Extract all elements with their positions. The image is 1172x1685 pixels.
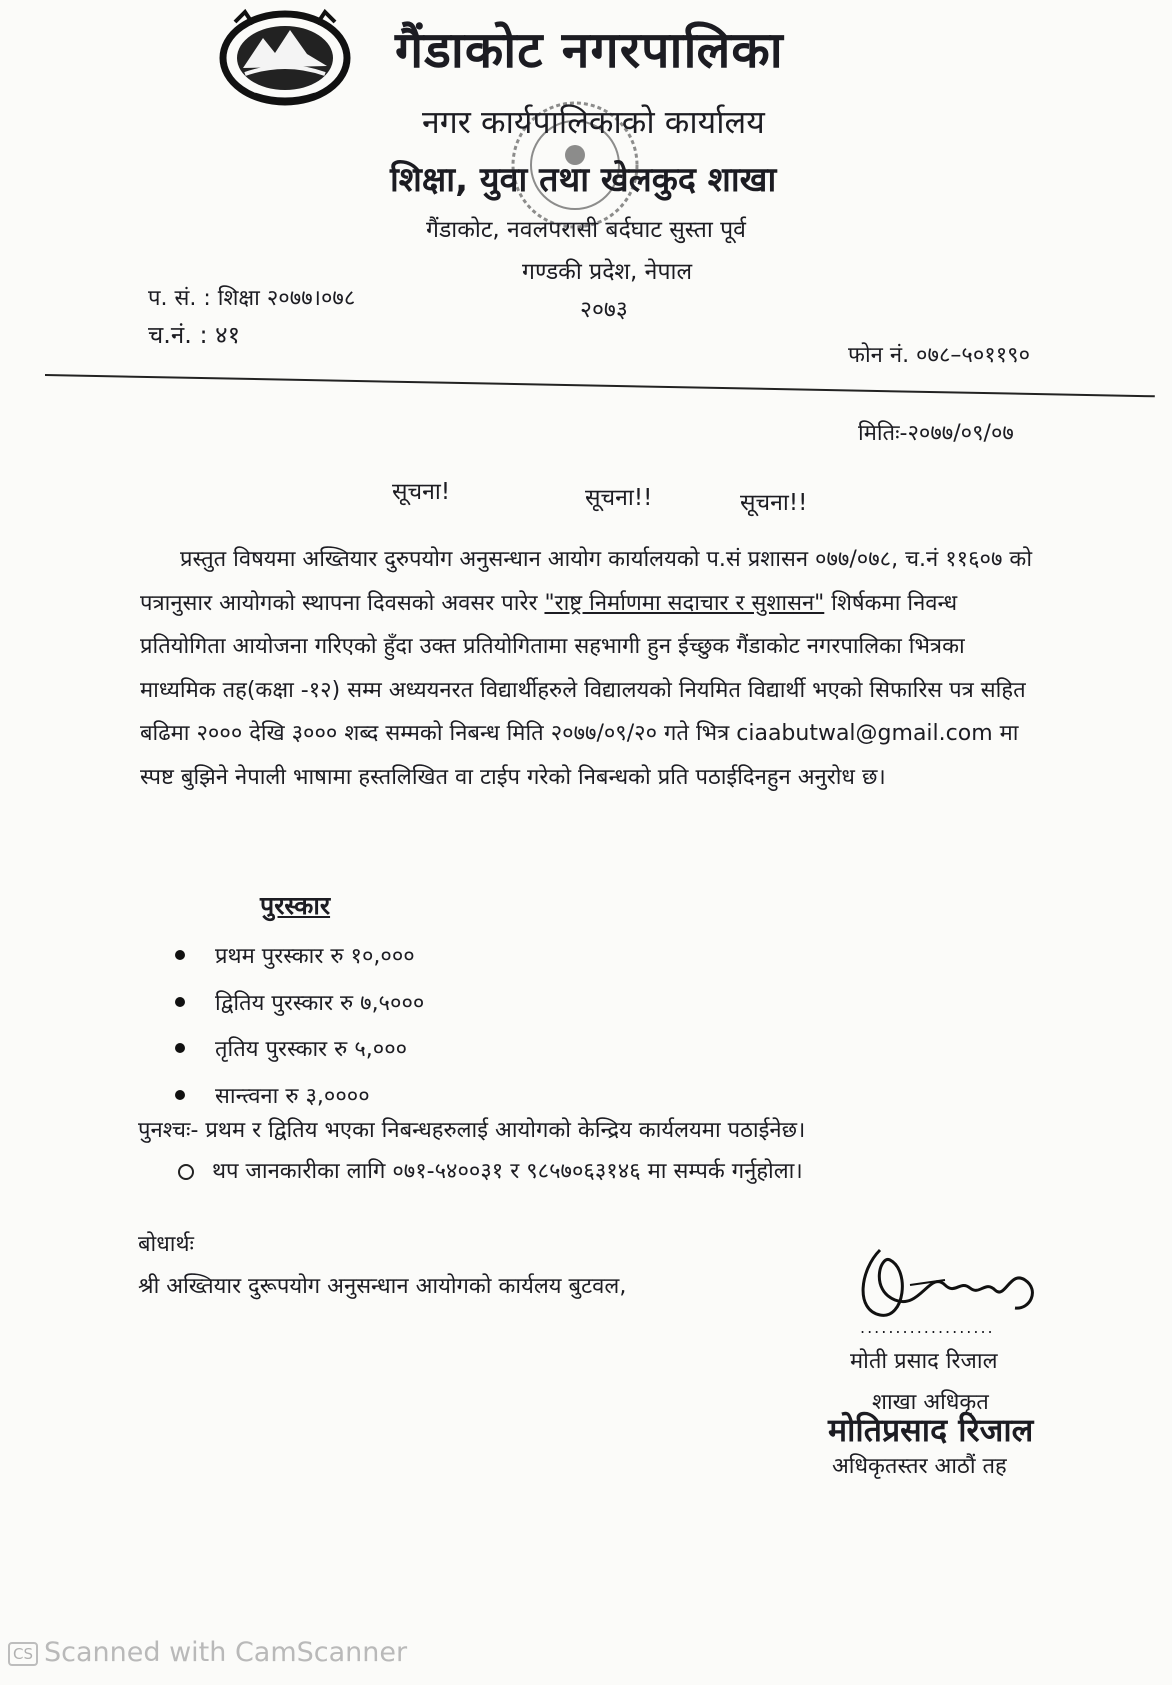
watermark-text: Scanned with CamScanner xyxy=(44,1637,408,1668)
office-name: नगर कार्यपालिकाको कार्यालय xyxy=(422,103,765,141)
signature-line: ................... xyxy=(860,1318,995,1337)
signatory-title: शाखा अधिकृत xyxy=(872,1390,989,1415)
notice-3: सूचना!! xyxy=(740,490,808,516)
phone-number: फोन नं. ०७८–५०११९० xyxy=(848,343,1031,368)
header-divider xyxy=(45,374,1155,397)
chalani-number: च.नं. : ४१ xyxy=(148,321,241,349)
postscript: पुनश्चः- प्रथम र द्वितिय भएका निबन्धहरुलाई आयोगको केन्द्रिय कार्यलयमा पठाईनेछ। xyxy=(138,1118,806,1143)
list-item xyxy=(175,932,424,979)
address-line-1: गैंडाकोट, नवलपरासी बर्दघाट सुस्ता पूर्व xyxy=(426,217,746,243)
circle-bullet-icon xyxy=(178,1164,194,1180)
bullet-icon xyxy=(175,1090,185,1100)
camscanner-icon: CS xyxy=(8,1642,38,1666)
body-text-part-2: शिर्षकमा निवन्ध प्रतियोगिता आयोजना गरिएको हुँदा उक्त प्रतियोगितामा सहभागी हुन ईच्छुक गैंडाकोट नगरपालिका भित्रका माध्यमिक तह(कक्षा -१२) सम्म अध्ययनरत विद्यार्थीहरुले विद्यालयको नियमित विद्यार्थी भएको सिफारिस पत्र सहित बढिमा २००० देखि ३००० शब्द सम्मको निबन्ध मिति २०७७/०९/२० गते भित्र ciaabutwal@gmail.com मा स्पष्ट बुझिने नेपाली भाषामा हस्तलिखित वा टाईप गरेको निबन्धको प्रति पठाईदिनहुन अनुरोध छ। xyxy=(140,590,1026,790)
letter-date: मितिः-२०७७/०९/०७ xyxy=(858,421,1014,446)
contact-line xyxy=(178,1155,803,1185)
header-year: २०७३ xyxy=(580,297,628,323)
stamp-name: मोतिप्रसाद रिजाल xyxy=(828,1411,1034,1449)
body-text-part-1: प्रस्तुत विषयमा अख्तियार दुरुपयोग अनुसन्धान आयोग कार्यालयको प.सं प्रशासन ०७७/०७८, च.नं ११६०७ को पत्रानुसार आयोगको स्थापना दिवसको अवसर पारेर xyxy=(140,547,1033,616)
notice-2: सूचना!! xyxy=(585,485,653,511)
bullet-icon xyxy=(175,950,185,960)
municipality-emblem-icon xyxy=(215,8,355,108)
scanner-watermark xyxy=(8,1637,407,1668)
section-name: शिक्षा, युवा तथा खेलकुद शाखा xyxy=(390,160,777,200)
essay-topic: "राष्ट्र निर्माणमा सदाचार र सुशासन" xyxy=(544,590,825,616)
prize-consolation: सान्त्वना रु ३,०००० xyxy=(215,1083,370,1109)
notice-1: सूचना! xyxy=(392,479,451,505)
prize-first: प्रथम पुरस्कार रु १०,००० xyxy=(215,944,415,970)
prize-second: द्वितिय पुरस्कार रु ७,५००० xyxy=(215,990,425,1016)
list-item xyxy=(175,979,424,1026)
patra-sankhya: प. सं. : शिक्षा २०७७।०७८ xyxy=(148,286,356,311)
municipality-name: गैंडाकोट नगरपालिका xyxy=(395,21,784,79)
list-item xyxy=(175,1025,424,1072)
body-paragraph xyxy=(140,538,1040,799)
prize-third: तृतिय पुरस्कार रु ५,००० xyxy=(215,1037,408,1063)
cc-heading: बोधार्थः xyxy=(138,1232,194,1257)
stamp-rank: अधिकृतस्तर आठौं तह xyxy=(832,1454,1007,1479)
contact-text: थप जानकारीका लागि ०७१-५४००३१ र ९८५७०६३१४६ मा सम्पर्क गर्नुहोला। xyxy=(212,1159,803,1184)
signatory-name: मोती प्रसाद रिजाल xyxy=(850,1349,998,1374)
bullet-icon xyxy=(175,1043,185,1053)
prize-list xyxy=(175,932,424,1118)
address-line-2: गण्डकी प्रदेश, नेपाल xyxy=(522,259,693,285)
cc-recipient: श्री अख्तियार दुरूपयोग अनुसन्धान आयोगको कार्यलय बुटवल, xyxy=(138,1274,627,1299)
list-item xyxy=(175,1072,424,1119)
bullet-icon xyxy=(175,997,185,1007)
prize-heading: पुरस्कार xyxy=(260,891,331,920)
